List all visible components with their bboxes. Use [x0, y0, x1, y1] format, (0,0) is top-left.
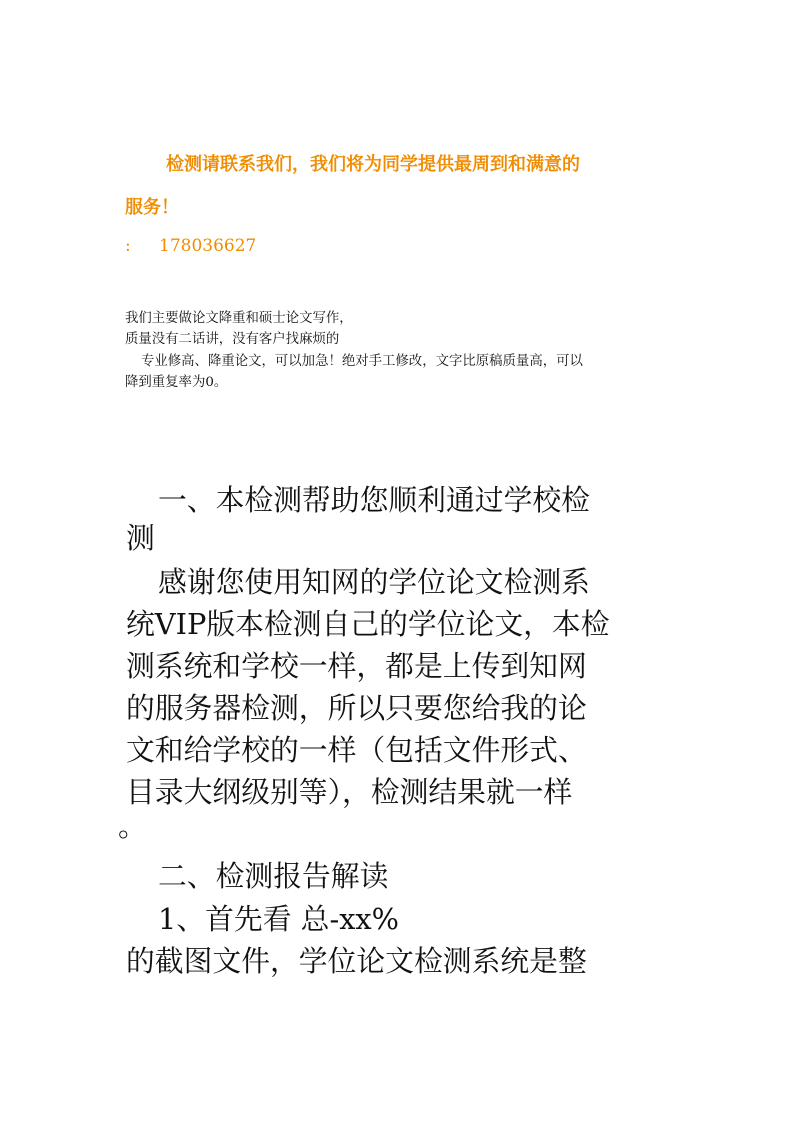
body-line: 目录大纲级别等），检测结果就一样 — [126, 775, 573, 809]
body-line: 的截图文件，学位论文检测系统是整 — [126, 944, 587, 978]
body-line: 文和给学校的一样（包括文件形式、 — [126, 733, 587, 767]
intro-line-1: 我们主要做论文降重和硕士论文写作， — [125, 311, 353, 326]
body-line: 测 — [126, 521, 155, 555]
contact-line-2: 服务！ — [125, 197, 179, 218]
heading-section-1: 一、本检测帮助您顺利通过学校检 — [158, 483, 590, 517]
contact-line-1: 检测请联系我们，我们将为同学提供最周到和满意的 — [166, 154, 580, 175]
body-line: 统VIP版本检测自己的学位论文，本检 — [126, 607, 610, 641]
intro-line-3: 专业修高、降重论文，可以加急！绝对手工修改，文字比原稿质量高，可以 — [141, 354, 583, 369]
body-line: 。 — [118, 809, 147, 843]
intro-line-2: 质量没有二话讲，没有客户找麻烦的 — [125, 332, 340, 347]
contact-number-line — [125, 236, 256, 256]
contact-colon: : — [125, 236, 131, 256]
heading-section-2: 二、检测报告解读 — [158, 859, 389, 893]
intro-line-4: 降到重复率为0。 — [125, 375, 228, 390]
body-line: 测系统和学校一样，都是上传到知网 — [126, 649, 587, 683]
body-line: 1、首先看 总-xx% — [158, 902, 400, 936]
contact-number: 178036627 — [159, 236, 257, 256]
body-line: 感谢您使用知网的学位论文检测系 — [158, 565, 590, 599]
body-line: 的服务器检测，所以只要您给我的论 — [126, 691, 587, 725]
